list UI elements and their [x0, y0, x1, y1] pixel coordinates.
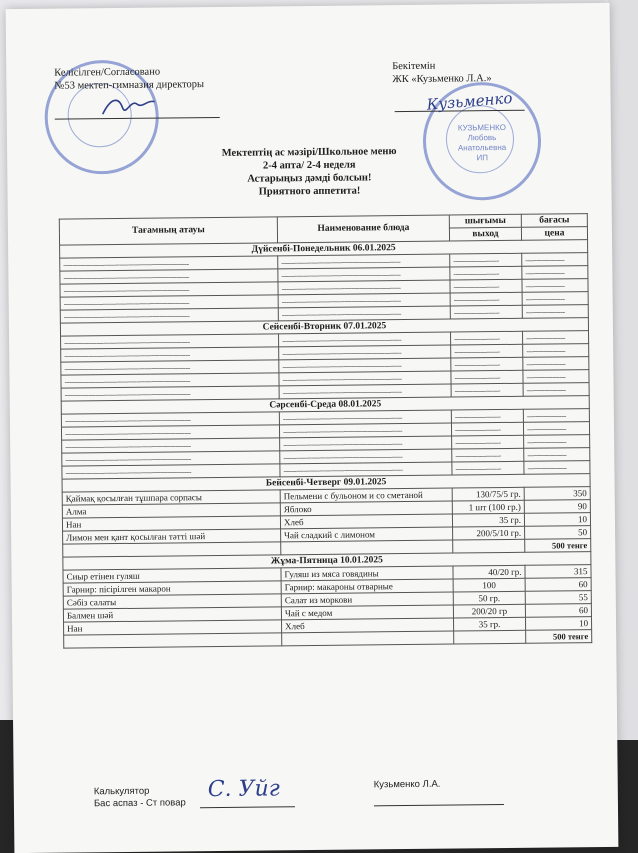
placeholder-ru: -------------------------------------------------------: [280, 449, 452, 464]
placeholder-kz: ----------------------------------------------------------: [60, 308, 278, 323]
col-header-ru: Наименование блюда: [277, 215, 449, 243]
placeholder-kz: ----------------------------------------------------------: [61, 386, 279, 401]
dish-kz: Қаймақ қосылған тұшпара сорпасы: [62, 490, 280, 505]
placeholder-ru: -------------------------------------------------------: [279, 371, 451, 386]
dish-price: 50: [525, 526, 591, 540]
placeholder-price: ------------------: [524, 435, 590, 449]
footer-right-name: Кузьменко Л.А.: [373, 778, 441, 791]
col-header-kz: Тағамның атауы: [59, 217, 277, 245]
placeholder-output: ---------------------: [450, 292, 522, 306]
placeholder-kz: ----------------------------------------------------------: [61, 334, 279, 349]
day-header-tuesday: Сейсенбі-Вторник 07.01.2025: [60, 318, 588, 337]
placeholder-kz: ----------------------------------------------------------: [61, 360, 279, 375]
placeholder-ru: -------------------------------------------------------: [280, 436, 452, 451]
chef-label: Бас аспаз - Ст повар: [93, 797, 186, 810]
placeholder-price: ------------------: [523, 357, 589, 371]
dish-output: 200/20 гр: [453, 604, 525, 618]
menu-document: [6, 3, 619, 853]
placeholder-price: ------------------: [522, 331, 588, 345]
col-header-price-kz: бағасы: [521, 214, 587, 228]
dish-kz: Алма: [62, 503, 280, 518]
dish-output: 1 шт (100 гр.): [452, 500, 524, 514]
placeholder-output: ---------------------: [450, 305, 522, 319]
day-header-thursday: Бейсенбі-Четверг 09.01.2025: [62, 474, 590, 493]
dish-ru: Яблоко: [280, 501, 452, 516]
col-header-price-ru: цена: [521, 227, 587, 241]
placeholder-kz: ----------------------------------------------------------: [62, 451, 280, 466]
placeholder-price: ------------------: [524, 461, 590, 475]
right-sign-line: [374, 804, 504, 806]
dish-kz: Балмен шәй: [63, 607, 281, 622]
approval-left: [54, 65, 204, 93]
placeholder-output: ---------------------: [451, 409, 523, 423]
placeholder-price: ------------------: [522, 266, 588, 280]
stamp-text-4: ИП: [476, 153, 488, 163]
dish-ru: Пельмени с бульоном и со сметаной: [280, 488, 452, 503]
day-header-monday: Дүйсенбі-Понедельник 06.01.2025: [60, 240, 588, 259]
approver-signature: Кузьменко: [426, 88, 514, 114]
title-line-4: Приятного аппетита!: [258, 185, 361, 198]
dish-ru: Хлеб: [280, 514, 452, 529]
dish-price: 60: [525, 604, 591, 618]
director-label: №53 мектеп-гимназия директоры: [54, 79, 205, 92]
placeholder-ru: -------------------------------------------------------: [278, 280, 450, 295]
placeholder-price: ------------------: [523, 344, 589, 358]
placeholder-kz: ----------------------------------------------------------: [60, 282, 278, 297]
placeholder-kz: ----------------------------------------------------------: [60, 269, 278, 284]
dish-price: 350: [524, 487, 590, 501]
title-line-3: Астарыңыз дәмді болсын!: [247, 172, 372, 185]
title-line-1: Мектептің ас мәзірі/Школьное меню: [221, 146, 397, 159]
placeholder-price: ------------------: [522, 279, 588, 293]
dish-output: 100: [453, 578, 525, 592]
approve-label: Бекітемін: [392, 60, 436, 73]
placeholder-ru: -------------------------------------------------------: [279, 332, 451, 347]
placeholder-output: ---------------------: [452, 435, 524, 449]
placeholder-ru: -------------------------------------------------------: [278, 267, 450, 282]
day-header-wednesday: Сәрсенбі-Среда 08.01.2025: [61, 396, 589, 415]
monday-rows: [60, 253, 589, 324]
dish-price: 10: [525, 617, 591, 631]
placeholder-price: ------------------: [523, 422, 589, 436]
placeholder-price: ------------------: [522, 253, 588, 267]
placeholder-output: ---------------------: [450, 266, 522, 280]
dish-output: 35 гр.: [453, 617, 525, 631]
placeholder-price: ------------------: [522, 305, 588, 319]
title-line-2: 2-4 апта/ 2-4 неделя: [262, 159, 356, 172]
placeholder-ru: -------------------------------------------------------: [279, 384, 451, 399]
placeholder-output: ---------------------: [452, 448, 524, 462]
dish-ru: Чай сладкий с лимоном: [281, 527, 453, 542]
calculator-label: Калькулятор: [93, 785, 150, 798]
placeholder-ru: -------------------------------------------------------: [278, 306, 450, 321]
placeholder-output: ---------------------: [451, 357, 523, 371]
dish-ru: Гарнир: макароны отварные: [281, 579, 453, 594]
tuesday-rows: [61, 331, 590, 402]
placeholder-output: ---------------------: [451, 370, 523, 384]
placeholder-ru: -------------------------------------------------------: [280, 462, 452, 477]
dish-ru: Гуляш из мяса говядины: [281, 566, 453, 581]
dish-kz: Сәбіз салаты: [63, 594, 281, 609]
dish-kz: Гарнир: пісірілген макарон: [63, 581, 281, 596]
dish-kz: Нан: [64, 620, 282, 635]
dish-output: 200/5/10 гр.: [453, 526, 525, 540]
placeholder-kz: ----------------------------------------------------------: [62, 438, 280, 453]
dish-price: 55: [525, 591, 591, 605]
placeholder-price: ------------------: [523, 370, 589, 384]
dish-kz: Нан: [62, 516, 280, 531]
col-header-out-ru: выход: [449, 227, 521, 241]
director-signature: [98, 94, 158, 121]
thursday-total: 500 тенге: [525, 539, 591, 553]
placeholder-ru: -------------------------------------------------------: [278, 254, 450, 269]
placeholder-kz: ----------------------------------------------------------: [60, 295, 278, 310]
placeholder-kz: ----------------------------------------------------------: [61, 347, 279, 362]
placeholder-price: ------------------: [524, 448, 590, 462]
placeholder-output: ---------------------: [452, 461, 524, 475]
placeholder-output: ---------------------: [451, 344, 523, 358]
placeholder-kz: ----------------------------------------------------------: [61, 412, 279, 427]
chef-signature: С. Уйг: [207, 776, 280, 803]
dish-ru: Чай с медом: [281, 605, 453, 620]
dish-price: 90: [524, 500, 590, 514]
menu-table: [59, 213, 592, 649]
placeholder-output: ---------------------: [451, 331, 523, 345]
dish-ru: Хлеб: [282, 618, 454, 633]
dish-output: 35 гр.: [452, 513, 524, 527]
col-header-out-kz: шығымы: [449, 214, 521, 228]
placeholder-output: ---------------------: [450, 253, 522, 267]
approval-right: [392, 59, 492, 86]
footer-left: [94, 785, 186, 810]
day-header-friday: Жұма-Пятница 10.01.2025: [63, 552, 591, 571]
stamp-text-2: Любовь: [467, 133, 497, 143]
placeholder-price: ------------------: [523, 383, 589, 397]
entrepreneur-label: ЖК «Кузьменко Л.А.»: [392, 73, 492, 86]
placeholder-price: ------------------: [523, 409, 589, 423]
placeholder-ru: -------------------------------------------------------: [279, 410, 451, 425]
dish-output: 130/75/5 гр.: [452, 487, 524, 501]
stamp-text-3: Анатольевна: [457, 142, 507, 153]
placeholder-output: ---------------------: [451, 422, 523, 436]
dish-output: 40/20 гр.: [453, 565, 525, 579]
placeholder-kz: ----------------------------------------------------------: [62, 464, 280, 479]
chef-sign-line: [200, 806, 295, 808]
dish-output: 50 гр.: [453, 591, 525, 605]
placeholder-output: ---------------------: [451, 383, 523, 397]
stamp-text-1: КУЗЬМЕНКО: [457, 122, 506, 133]
placeholder-kz: ----------------------------------------------------------: [61, 373, 279, 388]
dish-kz: Лимон мен қант қосылған тәтті шәй: [63, 529, 281, 544]
placeholder-ru: -------------------------------------------------------: [279, 345, 451, 360]
dish-price: 315: [525, 565, 591, 579]
dish-price: 10: [524, 513, 590, 527]
friday-total: 500 тенге: [526, 630, 592, 644]
menu-title: [7, 143, 612, 201]
placeholder-ru: -------------------------------------------------------: [278, 293, 450, 308]
placeholder-ru: -------------------------------------------------------: [279, 423, 451, 438]
dish-ru: Салат из моркови: [281, 592, 453, 607]
placeholder-kz: ----------------------------------------------------------: [61, 425, 279, 440]
placeholder-output: ---------------------: [450, 279, 522, 293]
dish-kz: Сиыр етінен гуляш: [63, 568, 281, 583]
placeholder-price: ------------------: [522, 292, 588, 306]
placeholder-ru: -------------------------------------------------------: [279, 358, 451, 373]
wednesday-rows: [61, 409, 590, 480]
agreed-label: Келісілген/Согласовано: [54, 66, 161, 79]
dish-price: 60: [525, 578, 591, 592]
placeholder-kz: ----------------------------------------------------------: [60, 256, 278, 271]
